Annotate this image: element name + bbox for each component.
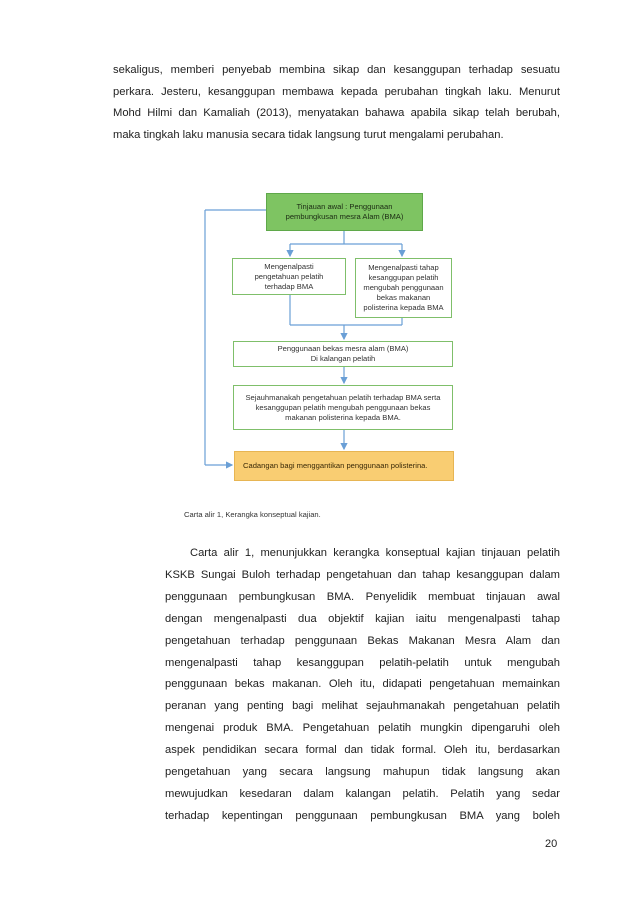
box-text: mengubah penggunaan <box>363 283 444 292</box>
box-text: polisterina kepada BMA <box>363 303 444 312</box>
box-text: Tinjauan awal : Penggunaan <box>296 202 393 211</box>
paragraph-line: perkara. Jesteru, kesanggupan membawa kepada perubahan tingkah laku. Menurut <box>113 85 560 98</box>
box-recommendation <box>234 451 454 481</box>
paragraph-line: penggunaan pembungkusan BMA. Penyelidik membuat tinjauan awal <box>165 590 560 603</box>
paragraph-line: KSKB Sungai Buloh terhadap pengetahuan dan tahap kesanggupan dalam <box>165 568 560 581</box>
box-text: bekas makanan <box>376 293 431 302</box>
paragraph-line: pengetahuan terhadap penggunaan Bekas Makanan Mesra Alam dan <box>165 634 560 647</box>
paragraph-line: penggunaan bekas makanan. Oleh itu, didapati pengetahuan memainkan <box>165 678 560 691</box>
paragraph-line: dengan mengenalpasti dua objektif kajian iaitu mengenalpasti tahap <box>165 612 560 625</box>
box-text: Di kalangan pelatih <box>310 354 376 363</box>
paragraph-line: Carta alir 1, menunjukkan kerangka konseptual kajian tinjauan pelatih <box>190 547 560 559</box>
box-bma-usage <box>233 341 453 367</box>
page-number: 20 <box>545 838 558 850</box>
paragraph-line: mengenai produk BMA. Pengetahuan pelatih mungkin dipengaruhi oleh <box>165 722 560 735</box>
box-text: Mengenalpasti <box>264 261 314 271</box>
paragraph-line: peranan yang penting bagi melihat sejauhmanakah pengetahuan pelatih <box>165 700 560 713</box>
box-identify-knowledge <box>232 258 346 295</box>
box-text: kesanggupan pelatih <box>368 273 439 282</box>
paragraph-line: mengenalpasti tahap kesanggupan pelatih-pelatih untuk mengubah <box>165 656 560 669</box>
paragraph-line: Mohd Hilmi dan Kamaliah (2013), menyatakan bahawa apabila sikap telah berubah, <box>113 107 560 119</box>
box-identify-willingness <box>355 258 452 318</box>
box-text: makanan polisterina kepada BMA. <box>285 412 401 422</box>
box-text: Penggunaan bekas mesra alam (BMA) <box>277 344 409 353</box>
box-text: pembungkusan mesra Alam (BMA) <box>285 212 404 221</box>
paragraph-line: terhadap kepentingan penggunaan pembungkusan BMA yang boleh <box>165 809 560 822</box>
box-text: terhadap BMA <box>264 281 314 291</box>
paragraph-line: aspek pendidikan secara formal dan tidak formal. Oleh itu, berdasarkan <box>165 744 560 757</box>
box-text: Cadangan bagi menggantikan penggunaan polisterina. <box>243 461 428 470</box>
box-extent-knowledge <box>233 385 453 430</box>
paragraph-line: maka tingkah laku manusia secara tidak langsung turut mengalami perubahan. <box>113 128 504 141</box>
box-text: kesanggupan pelatih mengubah penggunaan bekas <box>255 402 431 412</box>
paragraph-line: mewujudkan kesedaran dalam kalangan pelatih. Pelatih yang sedar <box>165 787 560 800</box>
figure-caption: Carta alir 1, Kerangka konseptual kajian. <box>184 510 321 519</box>
paragraph-line: sekaligus, memberi penyebab membina sikap dan kesanggupan terhadap sesuatu <box>113 64 560 76</box>
paragraph-line: pengetahuan yang secara langsung mahupun tidak langsung akan <box>165 766 560 779</box>
paragraph-main <box>165 543 560 828</box>
box-text: pengetahuan pelatih <box>254 271 324 281</box>
box-text: Sejauhmanakah pengetahuan pelatih terhadap BMA serta <box>245 392 441 402</box>
box-text: Mengenalpasti tahap <box>368 263 439 272</box>
box-initial-survey <box>266 193 423 231</box>
